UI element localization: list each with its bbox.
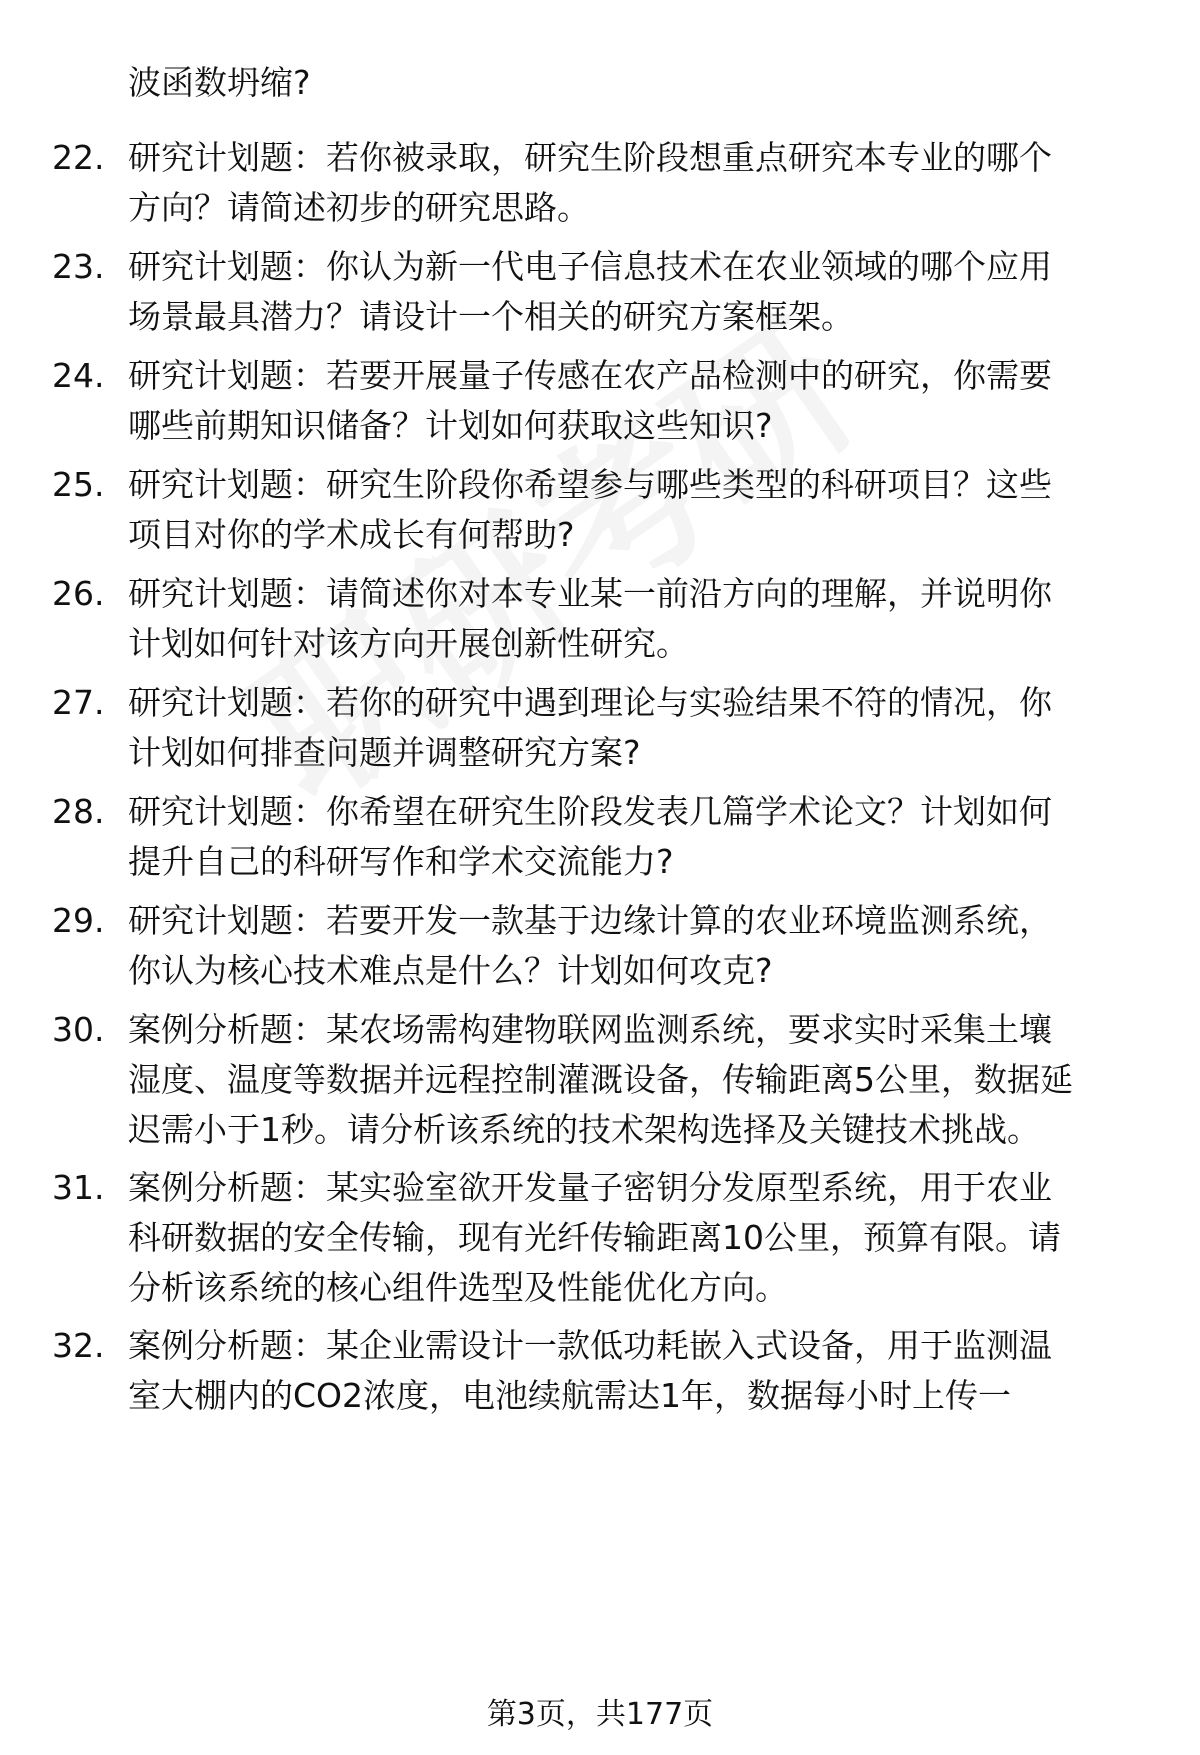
question-text: 案例分析题：某实验室欲开发量子密钥分发原型系统，用于农业 科研数据的安全传输，现有光纤传输距离10公里，预算有限。请 分析该系统的核心组件选型及性能优化方向。	[128, 1168, 1061, 1307]
question-text: 研究计划题：你希望在研究生阶段发表几篇学术论文？计划如何 提升自己的科研写作和学术交流能力?	[128, 792, 1052, 881]
question-number: 26.	[52, 574, 105, 613]
question-number: 24.	[52, 356, 105, 395]
question-text: 研究计划题：你认为新一代电子信息技术在农业领域的哪个应用 场景最具潜力？请设计一个相关的研究方案框架。	[128, 247, 1052, 336]
question-text: 研究计划题：若要开展量子传感在农产品检测中的研究，你需要 哪些前期知识储备？计划如何获取这些知识?	[128, 356, 1052, 445]
question-number: 31.	[52, 1168, 105, 1207]
continuation-text: 波函数坍缩?	[128, 63, 311, 102]
question-number: 25.	[52, 465, 105, 504]
question-text: 研究计划题：研究生阶段你希望参与哪些类型的科研项目？这些 项目对你的学术成长有何帮助?	[128, 465, 1052, 554]
question-number: 29.	[52, 901, 105, 940]
question-number: 23.	[52, 247, 105, 286]
question-text: 案例分析题：某农场需构建物联网监测系统，要求实时采集土壤 湿度、温度等数据并远程控制灌溉设备，传输距离5公里，数据延 迟需小于1秒。请分析该系统的技术架构选择及关键技术挑战。	[128, 1010, 1073, 1149]
question-number: 27.	[52, 683, 105, 722]
question-text: 研究计划题：若要开发一款基于边缘计算的农业环境监测系统， 你认为核心技术难点是什么？计划如何攻克?	[128, 901, 1052, 990]
question-number: 30.	[52, 1010, 105, 1049]
question-number: 32.	[52, 1326, 105, 1365]
question-number: 28.	[52, 792, 105, 831]
question-text: 案例分析题：某企业需设计一款低功耗嵌入式设备，用于监测温 室大棚内的CO2浓度，电池续航需达1年，数据每小时上传一	[128, 1326, 1052, 1415]
question-text: 研究计划题：请简述你对本专业某一前沿方向的理解，并说明你 计划如何针对该方向开展创新性研究。	[128, 574, 1052, 663]
question-number: 22.	[52, 138, 105, 177]
question-text: 研究计划题：若你的研究中遇到理论与实验结果不符的情况，你 计划如何排查问题并调整研究方案?	[128, 683, 1052, 772]
page-footer: 第3页，共177页	[486, 1697, 714, 1732]
question-text: 研究计划题：若你被录取，研究生阶段想重点研究本专业的哪个 方向？请简述初步的研究思路。	[128, 138, 1052, 227]
